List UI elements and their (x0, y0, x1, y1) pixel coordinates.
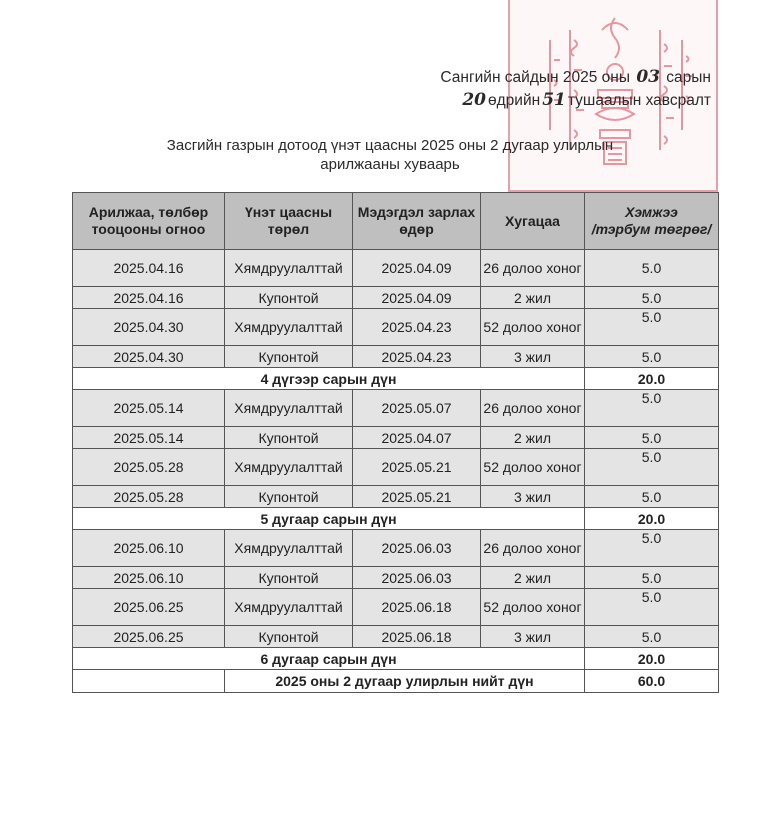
cell-announce: 2025.05.21 (353, 449, 481, 486)
cell-date: 2025.06.25 (73, 626, 225, 648)
cell-date: 2025.05.14 (73, 390, 225, 427)
cell-date: 2025.06.10 (73, 530, 225, 567)
cell-term: 2 жил (481, 567, 585, 589)
table-row (73, 309, 719, 346)
table-row (73, 626, 719, 648)
cell-size: 5.0 (585, 427, 719, 449)
cell-date: 2025.05.28 (73, 449, 225, 486)
total-value: 60.0 (585, 670, 719, 693)
table-row (73, 449, 719, 486)
total-empty-cell (73, 670, 225, 693)
title-line-1: Засгийн газрын дотоод үнэт цаасны 2025 оны 2 дугаар улирлын (166, 137, 614, 154)
cell-type: Купонтой (225, 486, 353, 508)
cell-term: 26 долоо хоног (481, 530, 585, 567)
cell-term: 52 долоо хоног (481, 589, 585, 626)
handwritten-order-number: 51 (542, 90, 566, 110)
header-announcement-date: Мэдэгдэл зарлах өдөр (353, 193, 481, 250)
cell-type: Хямдруулалттай (225, 449, 353, 486)
cell-type: Купонтой (225, 287, 353, 309)
annex-text-day: өдрийн (488, 92, 541, 109)
table-row (73, 589, 719, 626)
cell-announce: 2025.06.18 (353, 589, 481, 626)
cell-announce: 2025.04.07 (353, 427, 481, 449)
cell-type: Купонтой (225, 346, 353, 368)
cell-term: 52 долоо хоног (481, 309, 585, 346)
cell-size: 5.0 (585, 287, 719, 309)
cell-size: 5.0 (585, 530, 719, 567)
table-row (73, 530, 719, 567)
table-row (73, 567, 719, 589)
cell-size: 5.0 (585, 567, 719, 589)
cell-date: 2025.04.16 (73, 287, 225, 309)
cell-term: 52 долоо хоног (481, 449, 585, 486)
header-security-type: Үнэт цаасны төрөл (225, 193, 353, 250)
cell-term: 2 жил (481, 427, 585, 449)
cell-size: 5.0 (585, 589, 719, 626)
annex-text-minister: Сангийн сайдын 2025 оны (440, 69, 630, 86)
cell-type: Хямдруулалттай (225, 309, 353, 346)
annex-text-order: тушаалын хавсралт (567, 92, 711, 109)
subtotal-value: 20.0 (585, 648, 719, 670)
annex-reference (440, 66, 711, 112)
cell-announce: 2025.04.23 (353, 346, 481, 368)
cell-date: 2025.05.28 (73, 486, 225, 508)
subtotal-value: 20.0 (585, 508, 719, 530)
cell-announce: 2025.06.03 (353, 567, 481, 589)
cell-type: Хямдруулалттай (225, 250, 353, 287)
cell-size: 5.0 (585, 449, 719, 486)
cell-date: 2025.04.30 (73, 346, 225, 368)
cell-term: 3 жил (481, 486, 585, 508)
cell-date: 2025.06.10 (73, 567, 225, 589)
table-row (73, 427, 719, 449)
total-label: 2025 оны 2 дугаар улирлын нийт дүн (225, 670, 585, 693)
document-title (130, 136, 650, 174)
header-size-label: Хэмжээ (625, 204, 678, 220)
cell-type: Хямдруулалттай (225, 390, 353, 427)
cell-type: Хямдруулалттай (225, 589, 353, 626)
header-settlement-date: Арилжаа, төлбөр тооцооны огноо (73, 193, 225, 250)
cell-type: Хямдруулалттай (225, 530, 353, 567)
header-size (585, 193, 719, 250)
cell-type: Купонтой (225, 567, 353, 589)
subtotal-value: 20.0 (585, 368, 719, 390)
cell-announce: 2025.06.18 (353, 626, 481, 648)
handwritten-month: 03 (636, 67, 660, 87)
table-row (73, 390, 719, 427)
cell-type: Купонтой (225, 427, 353, 449)
cell-announce: 2025.06.03 (353, 530, 481, 567)
cell-date: 2025.04.30 (73, 309, 225, 346)
table-row (73, 346, 719, 368)
annex-text-month: сарын (666, 69, 711, 86)
cell-announce: 2025.05.21 (353, 486, 481, 508)
subtotal-label: 4 дүгээр сарын дүн (73, 368, 585, 390)
cell-size: 5.0 (585, 390, 719, 427)
annex-line-2 (440, 89, 711, 112)
subtotal-row-june (73, 648, 719, 670)
header-size-unit: /тэрбум төгрөг/ (591, 221, 712, 237)
cell-term: 26 долоо хоног (481, 250, 585, 287)
cell-date: 2025.06.25 (73, 589, 225, 626)
header-term: Хугацаа (481, 193, 585, 250)
auction-schedule-table (72, 192, 719, 693)
table-row (73, 250, 719, 287)
handwritten-day: 20 (462, 90, 487, 110)
cell-size: 5.0 (585, 346, 719, 368)
cell-size: 5.0 (585, 250, 719, 287)
quarter-total-row (73, 670, 719, 693)
cell-size: 5.0 (585, 486, 719, 508)
annex-line-1 (440, 66, 711, 89)
table-row (73, 486, 719, 508)
subtotal-label: 6 дугаар сарын дүн (73, 648, 585, 670)
cell-announce: 2025.04.09 (353, 250, 481, 287)
subtotal-row-may (73, 508, 719, 530)
table-header-row (73, 193, 719, 250)
cell-term: 3 жил (481, 626, 585, 648)
cell-announce: 2025.05.07 (353, 390, 481, 427)
cell-size: 5.0 (585, 626, 719, 648)
cell-term: 3 жил (481, 346, 585, 368)
subtotal-label: 5 дугаар сарын дүн (73, 508, 585, 530)
cell-size: 5.0 (585, 309, 719, 346)
subtotal-row-april (73, 368, 719, 390)
cell-date: 2025.04.16 (73, 250, 225, 287)
cell-term: 26 долоо хоног (481, 390, 585, 427)
title-line-2: арилжааны хуваарь (320, 156, 460, 173)
cell-date: 2025.05.14 (73, 427, 225, 449)
cell-announce: 2025.04.23 (353, 309, 481, 346)
cell-announce: 2025.04.09 (353, 287, 481, 309)
cell-term: 2 жил (481, 287, 585, 309)
cell-type: Купонтой (225, 626, 353, 648)
table-row (73, 287, 719, 309)
